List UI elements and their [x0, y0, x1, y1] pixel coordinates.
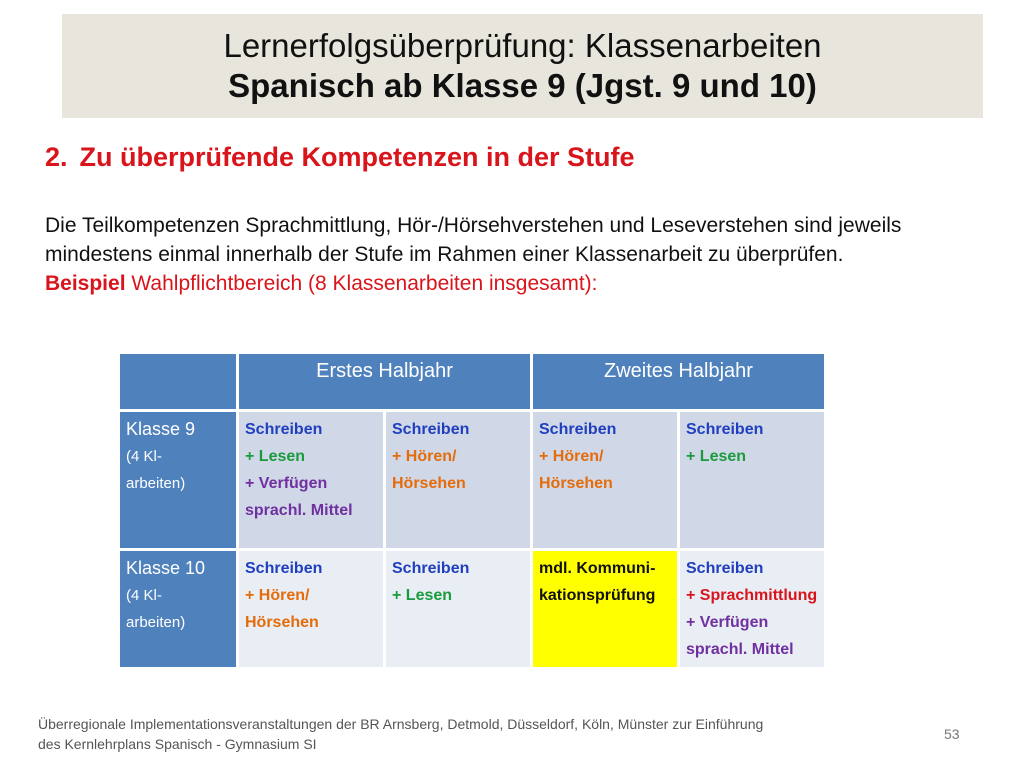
table-cell	[386, 551, 530, 667]
row-label-text: Klasse 10	[126, 558, 206, 578]
page-number: 53	[944, 726, 960, 742]
slide-title: Lernerfolgsüberprüfung: Klassenarbeiten	[223, 27, 822, 64]
cell-line: sprachl. Mittel	[245, 502, 353, 519]
table-cell	[680, 412, 824, 548]
example-line	[45, 269, 1005, 298]
row-sublabel: (4 Kl-	[126, 448, 162, 465]
footer-line-1: Überregionale Implementationsveranstaltungen der BR Arnsberg, Detmold, Düsseldorf, Köln, Münster zur Einführung	[38, 716, 764, 732]
table-cell	[680, 551, 824, 667]
header-first-half: Erstes Halbjahr	[239, 354, 530, 409]
cell-line: Hörsehen	[392, 475, 466, 492]
cell-line: + Verfügen	[245, 475, 328, 492]
cell-line: + Lesen	[392, 587, 453, 604]
cell-line: + Lesen	[686, 448, 747, 465]
cell-line: + Sprachmittlung	[686, 587, 818, 604]
header-second-half: Zweites Halbjahr	[533, 354, 824, 409]
table-cell	[386, 412, 530, 548]
intro-line-2: mindestens einmal innerhalb der Stufe im Rahmen einer Klassenarbeit zu überprüfen.	[45, 243, 844, 266]
cell-line: + Verfügen	[686, 614, 769, 631]
cell-line: Schreiben	[392, 421, 470, 438]
cell-line: sprachl. Mittel	[686, 641, 794, 658]
cell-line: Schreiben	[245, 560, 323, 577]
row-sublabel: arbeiten)	[126, 475, 186, 492]
table-cell	[239, 551, 383, 667]
intro-text	[45, 211, 1005, 298]
slide-subtitle: Spanisch ab Klasse 9 (Jgst. 9 und 10)	[228, 67, 817, 104]
intro-line-1: Die Teilkompetenzen Sprachmittlung, Hör-/Hörsehverstehen und Leseverstehen sind jeweils	[45, 214, 902, 237]
cell-line: + Lesen	[245, 448, 306, 465]
cell-line: + Hören/	[392, 448, 457, 465]
table-row-klasse-10	[120, 551, 824, 667]
row-sublabel: arbeiten)	[126, 614, 186, 631]
footer-line-2: des Kernlehrplans Spanisch - Gymnasium SI	[38, 736, 317, 752]
footer-text	[38, 714, 868, 754]
exam-plan-table	[117, 351, 827, 670]
cell-line: + Hören/	[245, 587, 310, 604]
cell-line: Schreiben	[539, 421, 617, 438]
cell-line: Schreiben	[686, 560, 764, 577]
cell-line: Schreiben	[686, 421, 764, 438]
table-row-klasse-9	[120, 412, 824, 548]
section-heading-text: Zu überprüfende Kompetenzen in der Stufe	[79, 142, 635, 172]
row-label-klasse-9	[120, 412, 236, 548]
section-number: 2.	[45, 142, 68, 172]
table-corner-cell	[120, 354, 236, 409]
cell-line: Schreiben	[392, 560, 470, 577]
example-rest: Wahlpflichtbereich (8 Klassenarbeiten insgesamt):	[125, 272, 598, 295]
table-cell	[239, 412, 383, 548]
table-header-row	[120, 354, 824, 409]
cell-line: Hörsehen	[539, 475, 613, 492]
cell-line: Schreiben	[245, 421, 323, 438]
title-box	[62, 14, 983, 118]
section-heading	[45, 142, 635, 173]
example-bold: Beispiel	[45, 272, 126, 295]
row-label-klasse-10	[120, 551, 236, 667]
table-cell-highlighted	[533, 551, 677, 667]
cell-line: kationsprüfung	[539, 587, 656, 604]
table-cell	[533, 412, 677, 548]
cell-line: Hörsehen	[245, 614, 319, 631]
cell-line: + Hören/	[539, 448, 604, 465]
row-label-text: Klasse 9	[126, 419, 196, 439]
cell-line: mdl. Kommuni-	[539, 560, 656, 577]
row-sublabel: (4 Kl-	[126, 587, 162, 604]
